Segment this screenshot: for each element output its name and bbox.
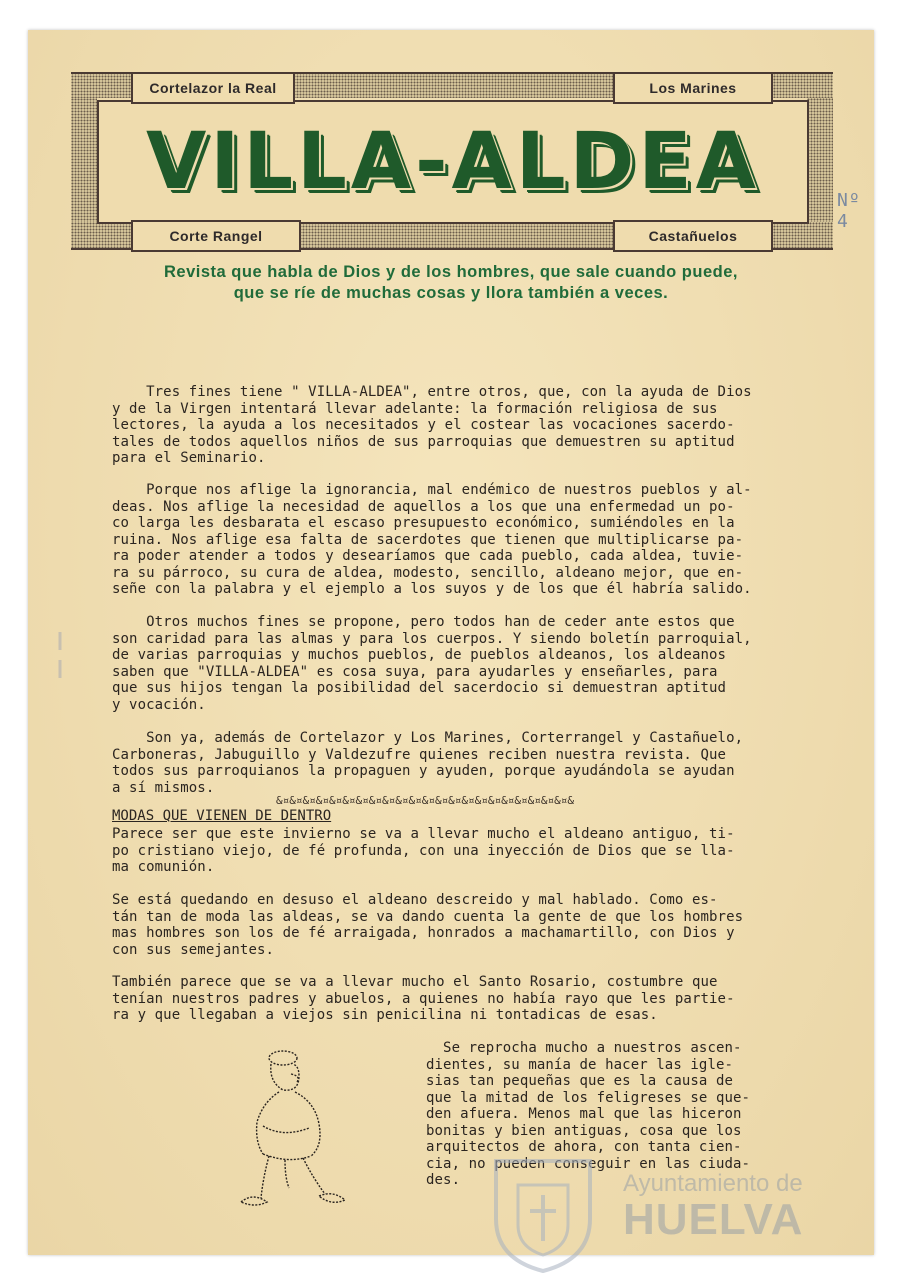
crest-icon — [488, 1155, 598, 1273]
masthead — [71, 72, 833, 250]
aldeano-illustration — [233, 1042, 363, 1214]
magazine-title: VILLA-ALDEA — [146, 117, 760, 207]
watermark-line-2: HUELVA — [623, 1195, 804, 1244]
paragraph-8: Se reprocha mucho a nuestros ascen- dientes, su manía de hacer las igle- sias tan pequeñas que es la causa de que la mitad de los feligreses se que- den afuera. Menos mal que las hiceron bonitas y bien antiguas, cosa que los arquitectos de ahora, con tanta cien- cia, no pueden conseguir en las ciuda- des. — [426, 1040, 751, 1188]
title-box — [97, 100, 809, 224]
paragraph-5: Parece ser que este invierno se va a llevar mucho el aldeano antiguo, ti- po cristiano viejo, de fé profunda, con una inyección de Dios que se lla- ma comunión. — [112, 826, 735, 875]
paragraph-3: Otros muchos fines se propone, pero todos han de ceder ante estos que son caridad para las almas y para los cuerpos. Y siendo boletín parroquial, de varias parroquias y muchos pueblos, de pueblos aldeanos, los aldeanos saben que "VILLA-ALDEA" es cosa suya, para ayudarles y enseñarles, para que sus hijos tengan la posibilidad del sacerdocio si demuestran aptitud y vocación. — [112, 614, 752, 713]
ornament-divider: &¤&¤&¤&¤&¤&¤&¤&¤&¤&¤&¤&¤&¤&¤&¤&¤&¤&¤&¤&¤&¤&¤& — [276, 794, 575, 807]
paragraph-7: También parece que se va a llevar mucho el Santo Rosario, costumbre que tenían nuestros padres y abuelos, a quienes no había rayo que les partie- ra y que llegaban a viejos sin penicilina ni tontadicas de esas. — [112, 974, 735, 1023]
label-corte-rangel: Corte Rangel — [131, 220, 301, 252]
staple-mark — [56, 630, 64, 680]
subtitle-line-1: Revista que habla de Dios y de los hombres, que sale cuando puede, — [164, 263, 738, 281]
label-cortelazor: Cortelazor la Real — [131, 72, 295, 104]
watermark-line-1: Ayuntamiento de — [623, 1170, 803, 1197]
watermark — [488, 1155, 868, 1273]
subtitle — [68, 262, 834, 304]
masthead-dot-pattern-left — [71, 98, 97, 222]
document-page — [28, 30, 874, 1255]
section-heading-modas: MODAS QUE VIENEN DE DENTRO — [112, 808, 332, 824]
label-los-marines: Los Marines — [613, 72, 773, 104]
paragraph-2: Porque nos aflige la ignorancia, mal endémico de nuestros pueblos y al- deas. Nos aflige la necesidad de aquellos a los que una enfermedad un po- co larga les desbarata el escaso presupuesto económico, sumiéndoles en la ruina. Nos aflige esa falta de sacerdotes que tienen que multiplicarse pa- ra poder atender a todos y desearíamos que cada pueblo, cada aldea, tuvie- ra su párroco, su cura de aldea, modesto, sencillo, aldeano mejor, que en- señe con la palabra y el ejemplo a los suyos y de los que él habría salido. — [112, 482, 752, 597]
paragraph-4: Son ya, además de Cortelazor y Los Marines, Corterrangel y Castañuelo, Carboneras, Jabuguillo y Valdezufre quienes reciben nuestra revista. Que todos sus parroquianos la propaguen y ayuden, porque ayudándola se ayudan a sí mismos. — [112, 730, 744, 796]
subtitle-line-2: que se ríe de muchas cosas y llora también a veces. — [233, 284, 669, 302]
paragraph-6: Se está quedando en desuso el aldeano descreido y mal hablado. Como es- tán tan de moda las aldeas, se va dando cuenta la gente de que los hombres mas hombres son los de fé arraigada, honrados a machamartillo, con Dios y con sus semejantes. — [112, 892, 744, 958]
issue-number-stamp: Nº 4 — [837, 190, 861, 232]
masthead-dot-pattern-right — [807, 98, 833, 222]
label-castanuelos: Castañuelos — [613, 220, 773, 252]
paragraph-1: Tres fines tiene " VILLA-ALDEA", entre otros, que, con la ayuda de Dios y de la Virgen intentará llevar adelante: la formación religiosa de sus lectores, la ayuda a los necesitados y el costear las vocaciones sacerdo- tales de todos aquellos niños de sus parroquias que demuestren su aptitud para el Seminario. — [112, 384, 752, 466]
